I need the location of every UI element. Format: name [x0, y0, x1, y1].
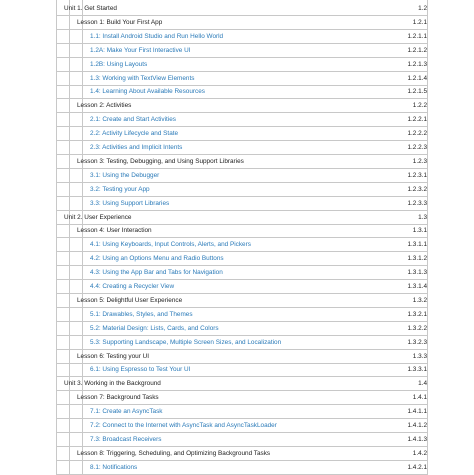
section-number: 1.2.3.1 — [407, 171, 427, 179]
toc-link[interactable]: 1.2A: Make Your First Interactive UI — [90, 46, 191, 54]
toc-link[interactable]: 1.1: Install Android Studio and Run Hello World — [90, 32, 224, 40]
toc-entry-lesson — [56, 16, 428, 30]
toc-entry-lesson — [56, 294, 428, 308]
section-number: 1.3.3 — [412, 352, 427, 360]
toc-link[interactable]: 7.1: Create an AsyncTask — [90, 408, 163, 416]
section-number: 1.3 — [418, 213, 427, 221]
toc-entry-sub[interactable] — [56, 141, 428, 155]
section-number: 1.3.3.1 — [407, 366, 427, 374]
toc-heading: Unit 1. Get Started — [64, 5, 117, 12]
toc-entry-sub[interactable] — [56, 30, 428, 44]
toc-link[interactable]: 2.3: Activities and Implicit Intents — [90, 144, 183, 151]
toc-entry-sub[interactable] — [56, 336, 428, 350]
toc-entry-sub[interactable] — [56, 85, 428, 99]
section-number: 1.4.2.1 — [407, 463, 427, 471]
section-number: 1.2.1.3 — [407, 60, 427, 68]
section-number: 1.2.2.2 — [407, 130, 427, 138]
toc-entry-sub[interactable] — [56, 252, 428, 266]
toc-heading: Lesson 7: Background Tasks — [77, 394, 159, 402]
section-number: 1.4 — [418, 380, 427, 388]
toc-entry-sub[interactable] — [56, 169, 428, 183]
section-number: 1.4.1.2 — [407, 422, 427, 429]
toc-entry-unit — [56, 2, 428, 16]
section-number: 1.3.2.2 — [407, 324, 427, 332]
toc-heading: Lesson 3: Testing, Debugging, and Using Support Libraries — [77, 157, 244, 165]
toc-entry-sub[interactable] — [56, 280, 428, 294]
toc-heading: Lesson 4: User Interaction — [77, 227, 152, 235]
section-number: 1.3.2.3 — [407, 338, 427, 346]
toc-link[interactable]: 5.1: Drawables, Styles, and Themes — [90, 310, 193, 318]
toc-entry-unit — [56, 377, 428, 391]
section-number: 1.2.1.5 — [407, 88, 427, 96]
toc-link[interactable]: 7.3: Broadcast Receivers — [90, 435, 162, 443]
section-number: 1.2.3.2 — [407, 185, 427, 193]
toc-link[interactable]: 5.3: Supporting Landscape, Multiple Screen Sizes, and Localization — [90, 338, 282, 346]
toc-link[interactable]: 4.3: Using the App Bar and Tabs for Navigation — [90, 269, 223, 277]
toc-entry-sub[interactable] — [56, 58, 428, 72]
toc-entry-unit — [56, 211, 428, 225]
toc-entry-sub[interactable] — [56, 433, 428, 447]
section-number: 1.2.2.1 — [407, 116, 427, 124]
toc-link[interactable]: 4.1: Using Keyboards, Input Controls, Alerts, and Pickers — [90, 241, 251, 249]
toc-entry-sub[interactable] — [56, 266, 428, 280]
section-number: 1.4.1 — [412, 394, 427, 402]
toc-entry-sub[interactable] — [56, 44, 428, 58]
section-number: 1.2.1.2 — [407, 46, 427, 54]
toc-entry-sub[interactable] — [56, 461, 428, 475]
toc-link[interactable]: 6.1: Using Espresso to Test Your UI — [90, 366, 191, 374]
toc-link[interactable]: 3.1: Using the Debugger — [90, 171, 160, 179]
toc-heading: Lesson 5: Delightful User Experience — [77, 296, 183, 304]
toc-heading: Lesson 2: Activities — [77, 102, 132, 110]
toc-entry-lesson — [56, 447, 428, 461]
toc-entry-sub[interactable] — [56, 308, 428, 322]
toc-entry-sub[interactable] — [56, 238, 428, 252]
toc-entry-sub[interactable] — [56, 405, 428, 419]
toc-link[interactable]: 1.4: Learning About Available Resources — [90, 88, 205, 96]
toc-entry-lesson — [56, 391, 428, 405]
section-number: 1.2 — [418, 5, 427, 12]
section-number: 1.2.1.1 — [407, 32, 427, 40]
toc-heading: Lesson 8: Triggering, Scheduling, and Optimizing Background Tasks — [77, 449, 271, 457]
section-number: 1.2.3 — [412, 157, 427, 165]
section-number: 1.3.1 — [412, 227, 427, 235]
toc-entry-lesson — [56, 155, 428, 169]
toc-heading: Lesson 1: Build Your First App — [77, 18, 163, 26]
section-number: 1.3.1.4 — [407, 283, 427, 290]
toc-entry-sub[interactable] — [56, 322, 428, 336]
toc-link[interactable]: 2.2: Activity Lifecycle and State — [90, 130, 179, 138]
toc-link[interactable]: 7.2: Connect to the Internet with AsyncTask and AsyncTaskLoader — [90, 422, 277, 429]
toc-entry-sub[interactable] — [56, 127, 428, 141]
toc-entry-sub[interactable] — [56, 183, 428, 197]
toc-link[interactable]: 8.1: Notifications — [90, 463, 138, 471]
section-number: 1.2.1 — [412, 18, 427, 26]
section-number: 1.2.2.3 — [407, 144, 427, 151]
toc-link[interactable]: 5.2: Material Design: Lists, Cards, and Colors — [90, 324, 219, 332]
section-number: 1.2.1.4 — [407, 74, 427, 82]
toc-link[interactable]: 1.2B: Using Layouts — [90, 60, 148, 68]
toc-entry-sub[interactable] — [56, 419, 428, 433]
section-number: 1.4.2 — [412, 449, 427, 457]
toc-entry-lesson — [56, 350, 428, 364]
toc-heading: Lesson 6: Testing your UI — [77, 352, 149, 360]
table-of-contents — [56, 0, 428, 474]
section-number: 1.2.3.3 — [407, 199, 427, 207]
section-number: 1.4.1.1 — [407, 408, 427, 416]
toc-entry-sub[interactable] — [56, 363, 428, 377]
toc-link[interactable]: 3.3: Using Support Libraries — [90, 199, 170, 207]
section-number: 1.4.1.3 — [407, 435, 427, 443]
toc-link[interactable]: 3.2: Testing your App — [90, 185, 150, 193]
section-number: 1.3.1.1 — [407, 241, 427, 249]
toc-entry-sub[interactable] — [56, 72, 428, 86]
toc-link[interactable]: 2.1: Create and Start Activities — [90, 116, 176, 124]
section-number: 1.3.1.3 — [407, 269, 427, 277]
section-number: 1.3.1.2 — [407, 255, 427, 263]
toc-heading: Unit 2. User Experience — [64, 213, 132, 221]
toc-link[interactable]: 1.3: Working with TextView Elements — [90, 74, 195, 82]
toc-link[interactable]: 4.4: Creating a Recycler View — [90, 283, 175, 290]
section-number: 1.3.2.1 — [407, 310, 427, 318]
toc-entry-sub[interactable] — [56, 113, 428, 127]
toc-entry-sub[interactable] — [56, 197, 428, 211]
toc-heading: Unit 3. Working in the Background — [64, 380, 161, 388]
toc-entry-lesson — [56, 224, 428, 238]
toc-link[interactable]: 4.2: Using an Options Menu and Radio Buttons — [90, 255, 224, 263]
toc-entry-lesson — [56, 99, 428, 113]
section-number: 1.2.2 — [412, 102, 427, 110]
section-number: 1.3.2 — [412, 296, 427, 304]
